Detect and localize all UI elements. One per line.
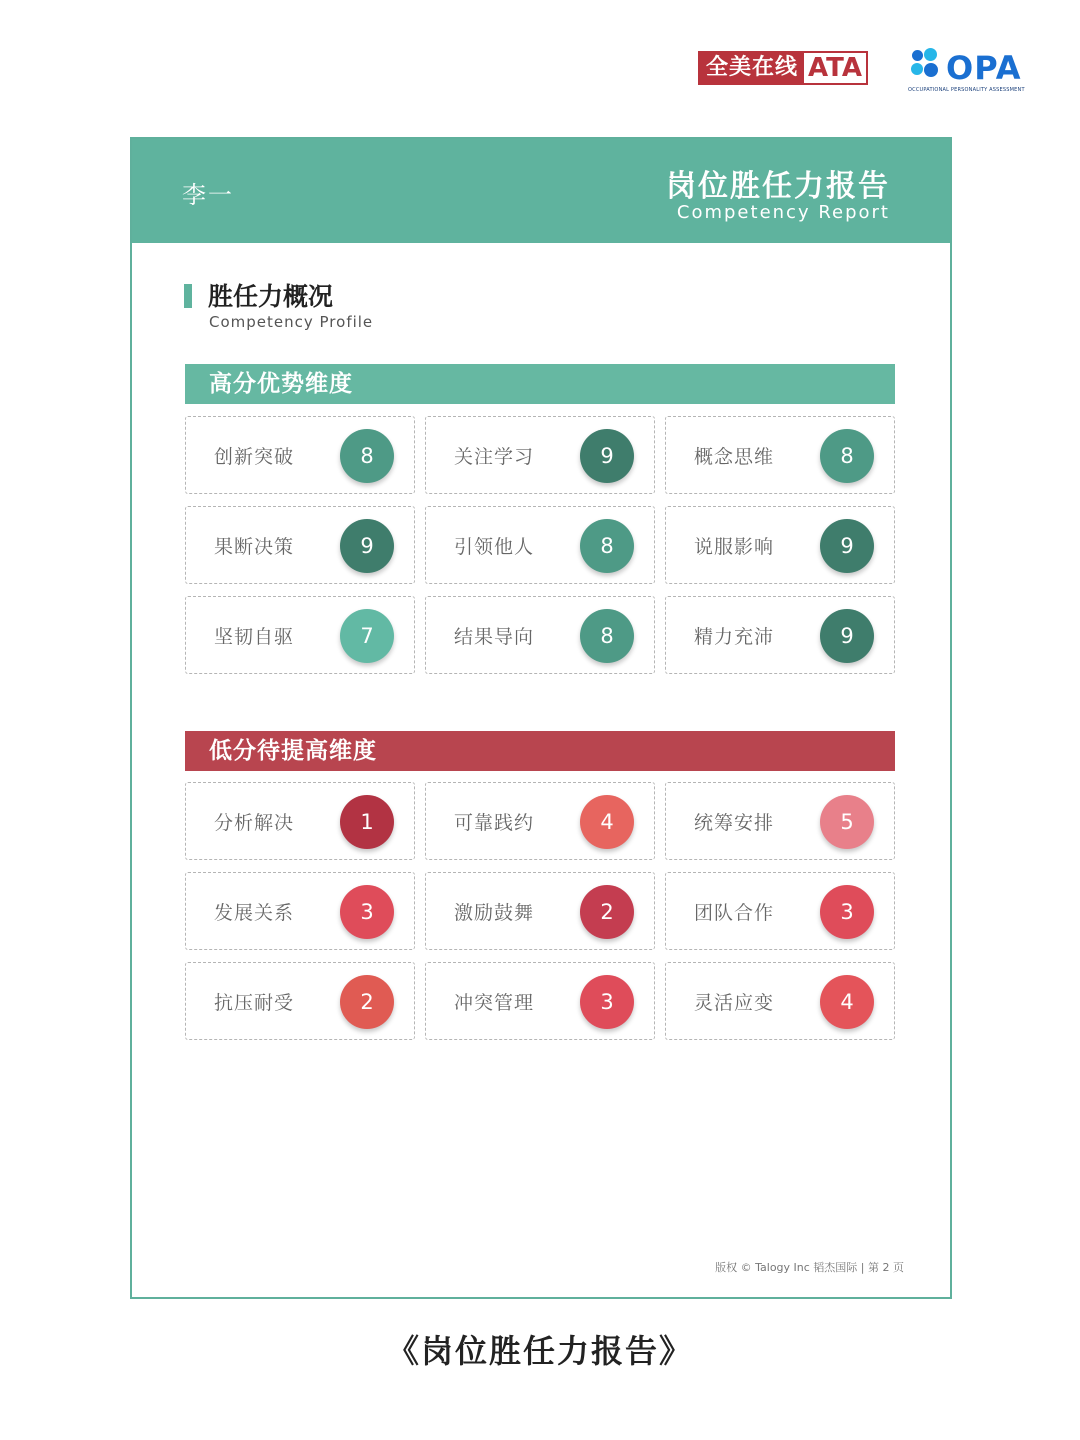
dimension-label: 果断决策 — [214, 536, 295, 558]
dimension-score-badge: 9 — [580, 429, 634, 483]
high-dimension-tile — [665, 416, 895, 494]
dimension-score-badge: 9 — [820, 609, 874, 663]
dimension-label: 激励鼓舞 — [454, 902, 535, 924]
page-footer: 版权 © Talogy Inc 韬杰国际 | 第 2 页 — [715, 1261, 904, 1274]
section-title: 胜任力概况 — [208, 282, 334, 311]
dimension-score-badge: 1 — [340, 795, 394, 849]
dimension-label: 灵活应变 — [694, 992, 775, 1014]
dimension-label: 概念思维 — [694, 446, 775, 468]
high-dimension-tile — [425, 596, 655, 674]
dimension-label: 抗压耐受 — [214, 992, 295, 1014]
high-dimension-tile — [185, 596, 415, 674]
report-header — [132, 139, 950, 243]
section-subtitle: Competency Profile — [209, 313, 374, 331]
dimension-label: 结果导向 — [454, 626, 535, 648]
high-dimension-tile — [185, 506, 415, 584]
dimension-score-badge: 8 — [820, 429, 874, 483]
high-dimension-tile — [185, 416, 415, 494]
dimension-score-badge: 2 — [580, 885, 634, 939]
candidate-name: 李一 — [182, 181, 234, 209]
dimension-score-badge: 8 — [580, 519, 634, 573]
ata-logo-cn: 全美在线 — [700, 53, 804, 83]
high-score-band: 高分优势维度 — [185, 364, 895, 404]
dimension-score-badge: 8 — [340, 429, 394, 483]
ata-logo-en: ATA — [804, 53, 866, 83]
dimension-label: 发展关系 — [214, 902, 295, 924]
dimension-score-badge: 7 — [340, 609, 394, 663]
opa-logo-sub: OCCUPATIONAL PERSONALITY ASSESSMENT — [908, 87, 1025, 93]
dimension-label: 坚韧自驱 — [214, 626, 295, 648]
dimension-score-badge: 4 — [580, 795, 634, 849]
dimension-score-badge: 4 — [820, 975, 874, 1029]
low-score-band: 低分待提高维度 — [185, 731, 895, 771]
opa-dots-icon — [908, 48, 948, 88]
dimension-label: 分析解决 — [214, 812, 295, 834]
dimension-score-badge: 8 — [580, 609, 634, 663]
dimension-label: 精力充沛 — [694, 626, 775, 648]
dimension-score-badge: 2 — [340, 975, 394, 1029]
low-dimension-tile — [665, 872, 895, 950]
low-dimension-tile — [425, 872, 655, 950]
dimension-label: 关注学习 — [454, 446, 535, 468]
ata-logo — [698, 51, 868, 85]
high-dimension-tile — [665, 506, 895, 584]
dimension-label: 团队合作 — [694, 902, 775, 924]
high-dimension-tile — [425, 506, 655, 584]
dimension-score-badge: 5 — [820, 795, 874, 849]
low-dimension-tile — [185, 962, 415, 1040]
section-marker — [184, 284, 192, 308]
high-dimension-tile — [665, 596, 895, 674]
dimension-label: 冲突管理 — [454, 992, 535, 1014]
dimension-label: 说服影响 — [694, 536, 775, 558]
high-dimension-tile — [425, 416, 655, 494]
dimension-score-badge: 9 — [340, 519, 394, 573]
opa-logo — [908, 48, 1032, 96]
low-dimension-tile — [185, 872, 415, 950]
high-score-grid — [185, 416, 895, 674]
dimension-label: 创新突破 — [214, 446, 295, 468]
page-caption: 《岗位胜任力报告》 — [386, 1332, 693, 1370]
dimension-label: 统筹安排 — [694, 812, 775, 834]
report-title: 岗位胜任力报告 — [666, 169, 890, 204]
report-page — [130, 137, 952, 1299]
low-dimension-tile — [185, 782, 415, 860]
low-dimension-tile — [665, 962, 895, 1040]
low-score-grid — [185, 782, 895, 1040]
report-subtitle: Competency Report — [676, 202, 890, 223]
low-dimension-tile — [425, 962, 655, 1040]
dimension-score-badge: 9 — [820, 519, 874, 573]
dimension-label: 引领他人 — [454, 536, 535, 558]
dimension-score-badge: 3 — [580, 975, 634, 1029]
dimension-score-badge: 3 — [340, 885, 394, 939]
low-dimension-tile — [425, 782, 655, 860]
dimension-score-badge: 3 — [820, 885, 874, 939]
opa-logo-word: OPA — [946, 49, 1022, 87]
dimension-label: 可靠践约 — [454, 812, 535, 834]
low-dimension-tile — [665, 782, 895, 860]
